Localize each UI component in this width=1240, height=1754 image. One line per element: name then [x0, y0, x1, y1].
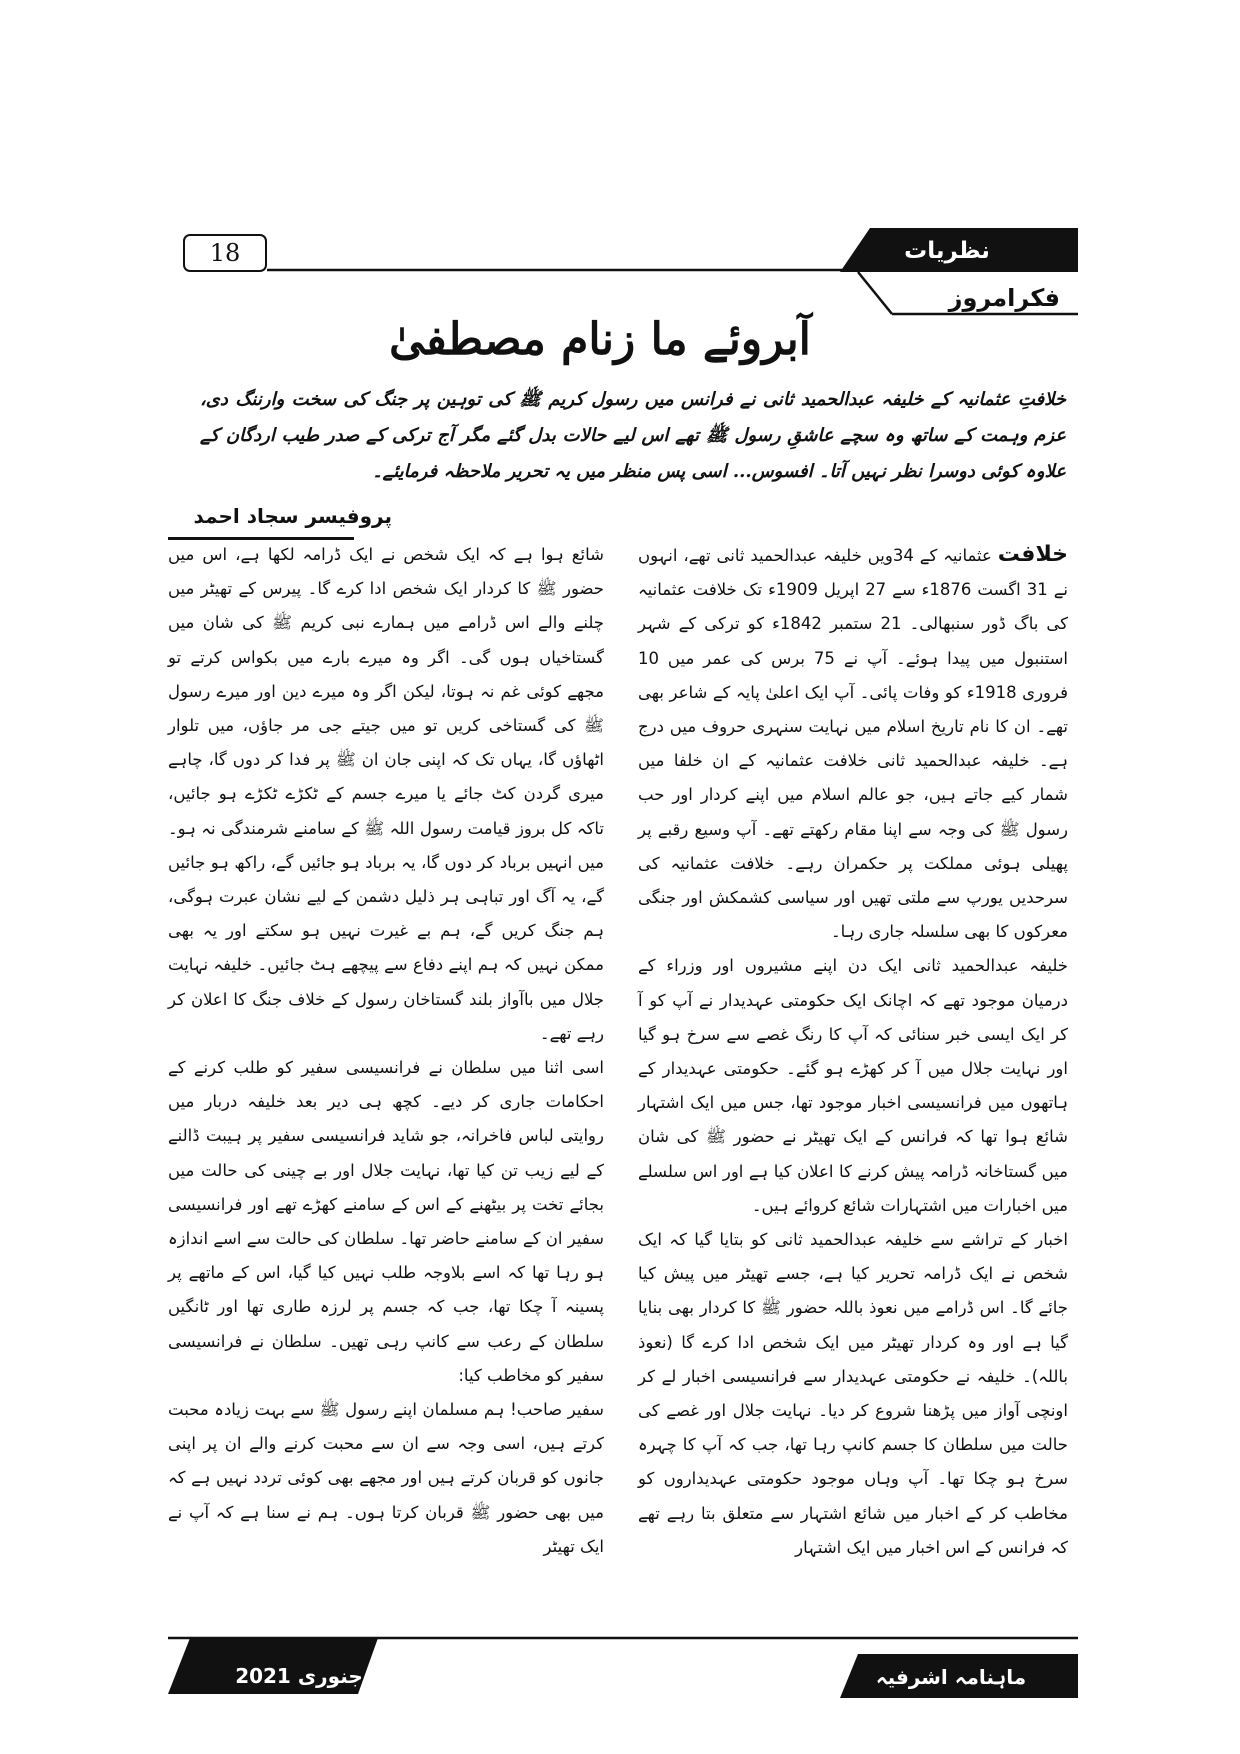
paragraph: اخبار کے تراشے سے خلیفہ عبدالحمید ثانی کو بتایا گیا کہ ایک شخص نے ایک ڈرامہ تحریر کیا ہے، جسے تھیٹر میں پیش کیا جائے گا۔ اس ڈرامے میں نعوذ باللہ حضور ﷺ کا کردار بھی بنایا گیا ہے اور وہ کردار تھیٹر میں ایک شخص ادا کرے گا (نعوذ باللہ)۔ خلیفہ نے حکومتی عہدیدار سے فرانسیسی اخبار لے کر اونچی آواز میں پڑھنا شروع کر دیا۔ نہایت جلال اور غصے کی حالت میں سلطان کا جسم کانپ رہا تھا، جب کہ آپ کا چہرہ سرخ ہو چکا تھا۔ آپ وہاں موجود حکومتی عہدیداروں کو مخاطب کر کے اخبار میں شائع اشتہار سے متعلق بتا رہے تھے کہ فرانس کے اس اخبار میں ایک اشتہار: [638, 1230, 1068, 1557]
paragraph: [638, 538, 1068, 949]
author-name: پروفیسر سجاد احمد: [193, 504, 392, 528]
paragraph: شائع ہوا ہے کہ ایک شخص نے ایک ڈرامہ لکھا ہے، اس میں حضور ﷺ کا کردار ایک شخص ادا کرے گا۔ پیرس کے تھیٹر میں چلنے والے اس ڈرامے میں ہمارے نبی کریم ﷺ کی شان میں گستاخیاں ہوں گی۔ اگر وہ میرے بارے میں بکواس کرتے تو مجھے کوئی غم نہ ہوتا، لیکن اگر وہ میرے دین اور میرے رسول ﷺ کی گستاخی کریں تو میں جیتے جی مر جاؤں، میں تلوار اٹھاؤں گا، یہاں تک کہ اپنی جان ان ﷺ پر فدا کر دوں گا، چاہے میری گردن کٹ جائے یا میرے جسم کے ٹکڑے ٹکڑے ہو جائیں، تاکہ کل بروز قیامت رسول اللہ ﷺ کے سامنے شرمندگی نہ ہو۔ میں انہیں برباد کر دوں گا، یہ برباد ہو جائیں گے، راکھ ہو جائیں گے، یہ آگ اور تباہی ہر ذلیل دشمن کے لیے نشان عبرت ہوگی، ہم جنگ کریں گے، ہم بے غیرت نہیں ہو سکتے اور یہ بھی ممکن نہیں کہ ہم اپنے دفاع سے پیچھے ہٹ جائیں۔ خلیفہ نہایت جلال میں باآواز بلند گستاخان رسول کے خلاف جنگ کا اعلان کر رہے تھے۔: [168, 545, 604, 1043]
sub-section-label: فکرامروز: [948, 284, 1060, 312]
issue-date: جنوری 2021: [235, 1664, 363, 1688]
article-column-left: [168, 538, 604, 1556]
article-title: آبروئے ما زنام مصطفیٰ: [389, 314, 811, 365]
article-intro: خلافتِ عثمانیہ کے خلیفہ عبدالحمید ثانی نے فرانس میں رسول کریم ﷺ کی توہین پر جنگ کی سخت وارننگ دی، عزم وہمت کے ساتھ وہ سچے عاشقِ رسول ﷺ تھے اس لیے حالات بدل گئے مگر آج ترکی کے صدر طیب اردگان کے علاوہ کوئی دوسرا نظر نہیں آتا۔ افسوس... اسی پس منظر میں یہ تحریر ملاحظہ فرمایئے۔: [200, 389, 1066, 482]
section-tab: نظریات: [904, 238, 990, 264]
magazine-name: ماہنامہ اشرفیہ: [875, 1665, 1027, 1689]
paragraph-text: عثمانیہ کے 34ویں خلیفہ عبدالحمید ثانی تھے، انہوں نے 31 اگست 1876ء سے 27 اپریل 1909ء تک خلافت عثمانیہ کی باگ ڈور سنبھالی۔ 21 ستمبر 1842ء کو ترکی کے شہر استنبول میں پیدا ہوئے۔ آپ نے 75 برس کی عمر میں 10 فروری 1918ء کو وفات پائی۔ آپ ایک اعلیٰ پایہ کے شاعر بھی تھے۔ ان کا نام تاریخ اسلام میں نہایت سنہری حروف میں درج ہے۔ خلیفہ عبدالحمید ثانی خلافت عثمانیہ کے ان خلفا میں شمار کیے جاتے ہیں، جو عالم اسلام میں اپنے کردار اور حب رسول ﷺ کی وجہ سے اپنا مقام رکھتے تھے۔ آپ وسیع رقبے پر پھیلی ہوئی مملکت پر حکمران رہے۔ خلافت عثمانیہ کی سرحدیں یورپ سے ملتی تھیں اور سیاسی کشمکش اور جنگی معرکوں کا بھی سلسلہ جاری رہا۔: [638, 546, 1069, 942]
page-number: 18: [183, 234, 267, 272]
article-column-right: [638, 538, 1069, 1557]
paragraph: خلیفہ عبدالحمید ثانی ایک دن اپنے مشیروں اور وزراء کے درمیان موجود تھے کہ اچانک ایک حکومتی عہدیدار نے آپ کو آ کر ایک ایسی خبر سنائی کہ آپ کا رنگ غصے سے سرخ ہو گیا اور نہایت جلال میں آ کر کھڑے ہو گئے۔ حکومتی عہدیدار کے ہاتھوں میں فرانسیسی اخبار موجود تھا، جس میں ایک اشتہار شائع ہوا تھا کہ فرانس کے ایک تھیٹر نے حضور ﷺ کی شان میں گستاخانہ ڈرامہ پیش کرنے کا اعلان کیا ہے اور اس سلسلے میں اخبارات میں اشتہارات شائع کروائے ہیں۔: [638, 956, 1068, 1215]
lead-word: خلافت: [997, 542, 1069, 567]
paragraph: اسی اثنا میں سلطان نے فرانسیسی سفیر کو طلب کرنے کے احکامات جاری کر دیے۔ کچھ ہی دیر بعد خلیفہ دربار میں روایتی لباس فاخرانہ، جو شاید فرانسیسی سفیر پر ہیبت ڈالنے کے لیے زیب تن کیا تھا، نہایت جلال اور بے چینی کی حالت میں بجائے تخت پر بیٹھنے کے اس کے سامنے کھڑے تھے اور فرانسیسی سفیر ان کے سامنے حاضر تھا۔ سلطان کی حالت سے اسے اندازہ ہو رہا تھا کہ اسے بلاوجہ طلب نہیں کیا گیا، اس کے ماتھے پر پسینہ آ چکا تھا، جب کہ جسم پر لرزہ طاری تھا اور ٹانگیں سلطان کے رعب سے کانپ رہی تھیں۔ سلطان نے فرانسیسی سفیر کو مخاطب کیا:: [168, 1058, 604, 1385]
paragraph: سفیر صاحب! ہم مسلمان اپنے رسول ﷺ سے بہت زیادہ محبت کرتے ہیں، اسی وجہ سے ان سے محبت کرنے والے ان پر اپنی جانوں کو قربان کرتے ہیں اور مجھے بھی کوئی تردد نہیں ہے کہ میں بھی حضور ﷺ قربان کرتا ہوں۔ ہم نے سنا ہے کہ آپ نے ایک تھیٹر: [168, 1400, 604, 1556]
